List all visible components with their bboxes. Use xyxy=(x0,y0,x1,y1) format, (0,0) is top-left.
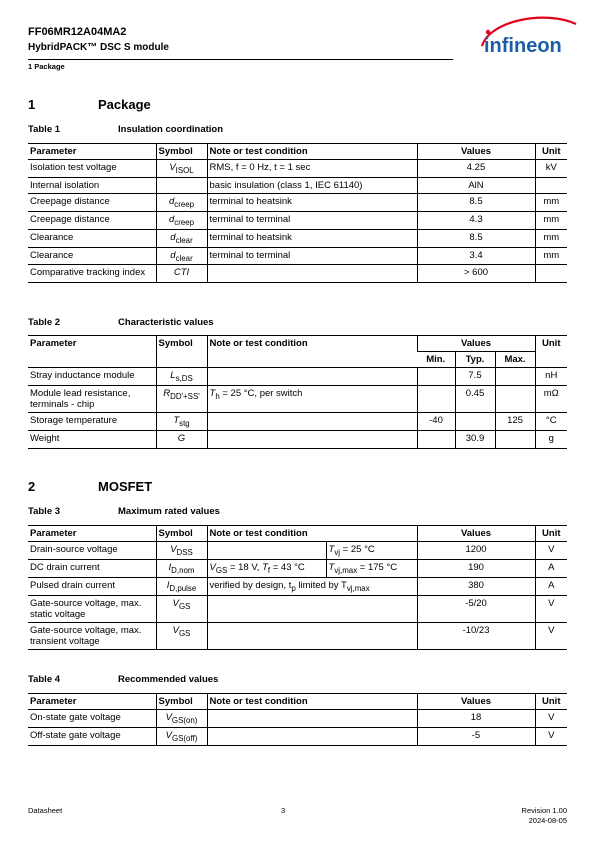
symbol-cell: $V_{ISOL}$ xyxy=(156,160,207,178)
param-cell: Creepage distance xyxy=(28,211,156,229)
col-parameter: Parameter xyxy=(28,336,156,368)
section-heading-mosfet xyxy=(28,479,152,494)
table-row xyxy=(28,193,567,211)
table-header-row xyxy=(28,694,567,710)
symbol-cell: $I_{D,pulse}$ xyxy=(156,577,207,595)
table-row xyxy=(28,595,567,622)
value-cell: 3.4 xyxy=(417,247,535,265)
col-symbol: Symbol xyxy=(156,526,207,542)
footer-date: 2024-08-05 xyxy=(528,816,567,825)
param-cell: Clearance xyxy=(28,247,156,265)
note-cell: $T_h = 25$ °C, per switch xyxy=(207,385,417,412)
typ-cell: 7.5 xyxy=(455,368,495,386)
symbol-cell: $V_{GS(on)}$ xyxy=(156,710,207,728)
unit-cell: mm xyxy=(535,211,567,229)
table-label: Table 2 xyxy=(28,317,61,328)
symbol-cell: $R_{DD'+SS'}$ xyxy=(156,385,207,412)
note-cell xyxy=(207,622,417,649)
unit-cell: mm xyxy=(535,229,567,247)
note-cell xyxy=(207,265,417,283)
symbol-cell: $V_{GS}$ xyxy=(156,595,207,622)
value-cell: 380 xyxy=(417,577,535,595)
unit-cell xyxy=(535,177,567,193)
symbol-cell: $d_{creep}$ xyxy=(156,211,207,229)
section-title: Package xyxy=(98,97,151,112)
note-cell xyxy=(207,368,417,386)
table-row xyxy=(28,710,567,728)
value-cell: 1200 xyxy=(417,542,535,560)
table-row xyxy=(28,177,567,193)
col-max: Max. xyxy=(495,352,535,368)
note-cell xyxy=(207,430,417,448)
col-note: Note or test condition xyxy=(207,336,417,368)
min-cell xyxy=(417,430,455,448)
value-cell: 18 xyxy=(417,710,535,728)
max-cell xyxy=(495,368,535,386)
value-cell: AlN xyxy=(417,177,535,193)
col-unit: Unit xyxy=(535,526,567,542)
col-symbol: Symbol xyxy=(156,336,207,368)
col-unit: Unit xyxy=(535,694,567,710)
table-caption-text: Maximum rated values xyxy=(118,506,220,517)
document-subtitle: HybridPACK™ DSC S module xyxy=(28,42,169,53)
unit-cell: V xyxy=(535,727,567,745)
max-cell: 125 xyxy=(495,412,535,430)
symbol-cell: $T_{stg}$ xyxy=(156,412,207,430)
symbol-cell: $L_{s,DS}$ xyxy=(156,368,207,386)
infineon-logo xyxy=(476,16,580,62)
footer-page-number: 3 xyxy=(281,806,286,815)
table-row xyxy=(28,247,567,265)
footer-doc-type: Datasheet xyxy=(28,806,63,815)
section-number: 1 xyxy=(28,97,36,112)
col-note: Note or test condition xyxy=(207,144,417,160)
table-caption-text: Insulation coordination xyxy=(118,124,224,135)
param-cell: Off-state gate voltage xyxy=(28,727,156,745)
typ-cell xyxy=(455,412,495,430)
col-note: Note or test condition xyxy=(207,526,417,542)
min-cell xyxy=(417,368,455,386)
symbol-cell: $V_{GS(off)}$ xyxy=(156,727,207,745)
unit-cell: mm xyxy=(535,247,567,265)
logo-text: infineon xyxy=(484,35,562,57)
table3-caption xyxy=(28,506,220,517)
table-row xyxy=(28,412,567,430)
col-symbol: Symbol xyxy=(156,694,207,710)
table-header-row xyxy=(28,336,567,352)
unit-cell: V xyxy=(535,710,567,728)
param-cell: Pulsed drain current xyxy=(28,577,156,595)
note-cell: terminal to terminal xyxy=(207,247,417,265)
param-cell: Comparative tracking index xyxy=(28,265,156,283)
note-cell: terminal to heatsink xyxy=(207,229,417,247)
typ-cell: 0.45 xyxy=(455,385,495,412)
symbol-cell: $d_{clear}$ xyxy=(156,229,207,247)
col-parameter: Parameter xyxy=(28,526,156,542)
note-cell xyxy=(207,595,417,622)
param-cell: Creepage distance xyxy=(28,193,156,211)
param-cell: On-state gate voltage xyxy=(28,710,156,728)
note-cell: $V_{GS} = 18$ V, $T_f = 43$ °C xyxy=(207,559,326,577)
unit-cell xyxy=(535,265,567,283)
table-row xyxy=(28,385,567,412)
value-cell: 4.3 xyxy=(417,211,535,229)
col-unit: Unit xyxy=(535,336,567,368)
col-values: Values xyxy=(417,336,535,352)
table-row xyxy=(28,265,567,283)
header-divider xyxy=(28,59,453,60)
value-cell: 190 xyxy=(417,559,535,577)
param-cell: Gate-source voltage, max. transient voltage xyxy=(28,622,156,649)
value-cell: 8.5 xyxy=(417,229,535,247)
param-cell: Weight xyxy=(28,430,156,448)
table-header-row xyxy=(28,526,567,542)
note-cell xyxy=(207,412,417,430)
table-recommended-values xyxy=(28,693,567,746)
max-cell xyxy=(495,430,535,448)
table-row xyxy=(28,211,567,229)
unit-cell: °C xyxy=(535,412,567,430)
symbol-cell: $d_{clear}$ xyxy=(156,247,207,265)
symbol-cell: G xyxy=(156,430,207,448)
table-row xyxy=(28,542,567,560)
param-cell: DC drain current xyxy=(28,559,156,577)
symbol-cell xyxy=(156,177,207,193)
unit-cell: kV xyxy=(535,160,567,178)
value-cell: -10/23 xyxy=(417,622,535,649)
unit-cell: mm xyxy=(535,193,567,211)
param-cell: Drain-source voltage xyxy=(28,542,156,560)
table-label: Table 4 xyxy=(28,674,61,685)
symbol-cell: $V_{DSS}$ xyxy=(156,542,207,560)
symbol-cell: CTI xyxy=(156,265,207,283)
section-heading-package xyxy=(28,97,151,112)
col-typ: Typ. xyxy=(455,352,495,368)
footer-revision: Revision 1.00 xyxy=(521,806,567,815)
param-cell: Isolation test voltage xyxy=(28,160,156,178)
unit-cell: nH xyxy=(535,368,567,386)
max-cell xyxy=(495,385,535,412)
table-label: Table 3 xyxy=(28,506,61,517)
table-characteristic-values xyxy=(28,335,567,449)
col-min: Min. xyxy=(417,352,455,368)
note-cell: terminal to heatsink xyxy=(207,193,417,211)
unit-cell: mΩ xyxy=(535,385,567,412)
col-parameter: Parameter xyxy=(28,144,156,160)
col-values: Values xyxy=(417,526,535,542)
col-values: Values xyxy=(417,144,535,160)
param-cell: Internal isolation xyxy=(28,177,156,193)
note-cell-2: $T_{vj} = 25$ °C xyxy=(326,542,417,560)
table-row xyxy=(28,577,567,595)
table-row xyxy=(28,622,567,649)
unit-cell: V xyxy=(535,595,567,622)
col-unit: Unit xyxy=(535,144,567,160)
table-row xyxy=(28,559,567,577)
param-cell: Module lead resistance, terminals - chip xyxy=(28,385,156,412)
table-row xyxy=(28,160,567,178)
unit-cell: g xyxy=(535,430,567,448)
table-maximum-rated-values xyxy=(28,525,567,650)
symbol-cell: $I_{D,nom}$ xyxy=(156,559,207,577)
table2-caption xyxy=(28,317,214,328)
table-row xyxy=(28,727,567,745)
note-cell: RMS, f = 0 Hz, t = 1 sec xyxy=(207,160,417,178)
table-label: Table 1 xyxy=(28,124,61,135)
value-cell: -5/20 xyxy=(417,595,535,622)
note-cell xyxy=(207,727,417,745)
col-note: Note or test condition xyxy=(207,694,417,710)
table-caption-text: Recommended values xyxy=(118,674,219,685)
param-cell: Clearance xyxy=(28,229,156,247)
document-title: FF06MR12A04MA2 xyxy=(28,26,127,38)
table1-caption xyxy=(28,124,223,135)
min-cell xyxy=(417,385,455,412)
col-values: Values xyxy=(417,694,535,710)
symbol-cell: $d_{creep}$ xyxy=(156,193,207,211)
note-cell-2: $T_{vj,max} = 175$ °C xyxy=(326,559,417,577)
table-header-row xyxy=(28,144,567,160)
table-row xyxy=(28,368,567,386)
unit-cell: A xyxy=(535,559,567,577)
value-cell: 4.25 xyxy=(417,160,535,178)
table4-caption xyxy=(28,674,218,685)
col-parameter: Parameter xyxy=(28,694,156,710)
unit-cell: A xyxy=(535,577,567,595)
typ-cell: 30.9 xyxy=(455,430,495,448)
value-cell: -5 xyxy=(417,727,535,745)
section-title: MOSFET xyxy=(98,479,153,494)
table-row xyxy=(28,430,567,448)
unit-cell: V xyxy=(535,622,567,649)
value-cell: > 600 xyxy=(417,265,535,283)
col-symbol: Symbol xyxy=(156,144,207,160)
param-cell: Stray inductance module xyxy=(28,368,156,386)
symbol-cell: $V_{GS}$ xyxy=(156,622,207,649)
table-row xyxy=(28,229,567,247)
unit-cell: V xyxy=(535,542,567,560)
param-cell: Storage temperature xyxy=(28,412,156,430)
value-cell: 8.5 xyxy=(417,193,535,211)
note-cell: verified by design, $t_p$ limited by $T_{vj,max}$ xyxy=(207,577,417,595)
note-cell xyxy=(207,710,417,728)
note-cell: basic insulation (class 1, IEC 61140) xyxy=(207,177,417,193)
header-section-ref: 1 Package xyxy=(28,62,65,71)
param-cell: Gate-source voltage, max. static voltage xyxy=(28,595,156,622)
note-cell xyxy=(207,542,326,560)
table-caption-text: Characteristic values xyxy=(118,317,214,328)
section-number: 2 xyxy=(28,479,36,494)
table-insulation-coordination xyxy=(28,143,567,283)
min-cell: -40 xyxy=(417,412,455,430)
note-cell: terminal to terminal xyxy=(207,211,417,229)
